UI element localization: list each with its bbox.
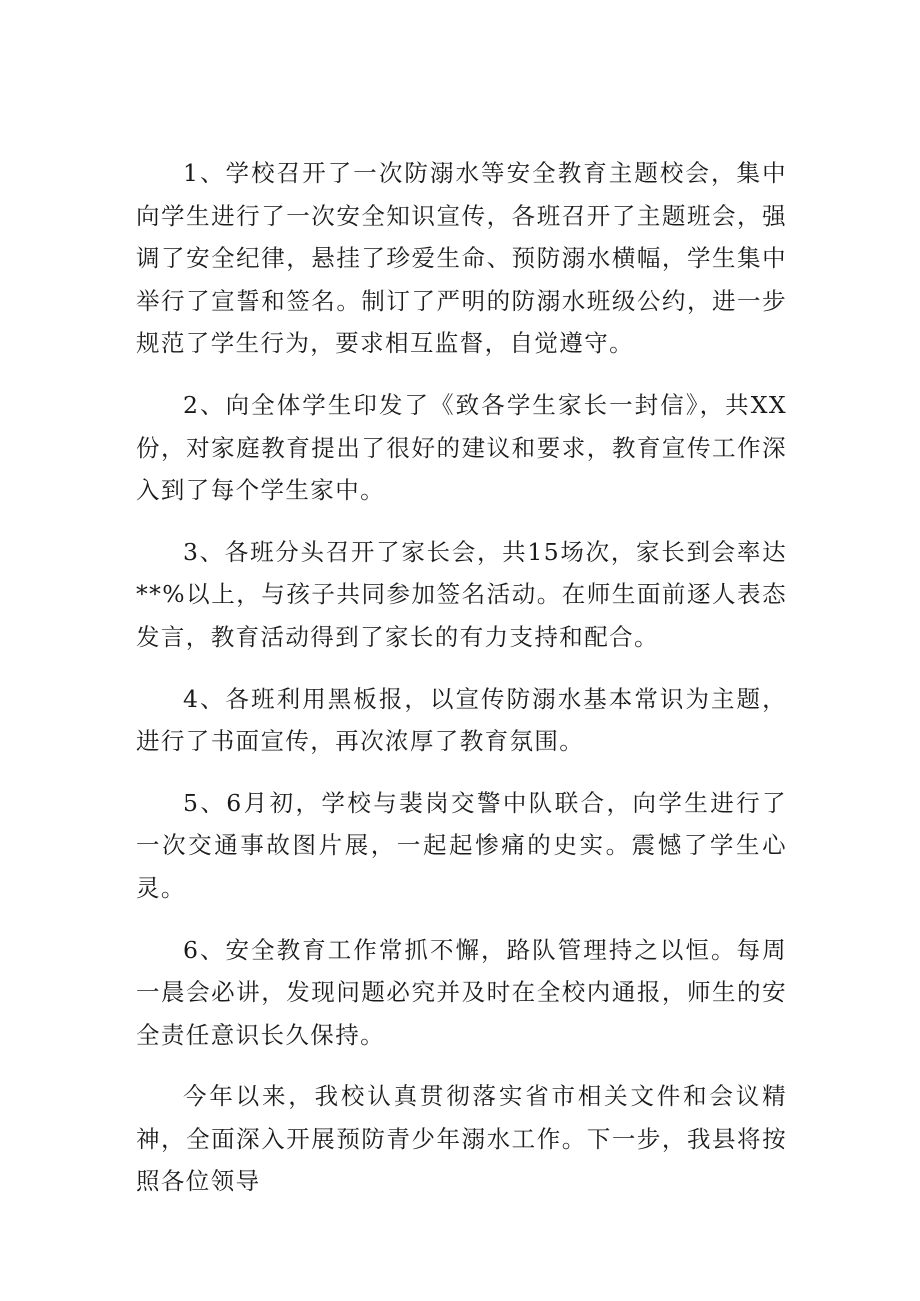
document-body — [136, 152, 787, 1222]
paragraph-6: 6、安全教育工作常抓不懈，路队管理持之以恒。每周一晨会必讲，发现问题必究并及时在全校内通报，师生的安全责任意识长久保持。 — [136, 935, 787, 1049]
paragraph-5: 5、6月初，学校与裴岗交警中队联合，向学生进行了一次交通事故图片展，一起起惨痛的史实。震憾了学生心灵。 — [136, 788, 787, 902]
paragraph-3: 3、各班分头召开了家长会，共15场次，家长到会率达**%以上，与孩子共同参加签名活动。在师生面前逐人表态发言，教育活动得到了家长的有力支持和配合。 — [136, 537, 787, 651]
paragraph-7: 今年以来，我校认真贯彻落实省市相关文件和会议精神，全面深入开展预防青少年溺水工作。下一步，我县将按照各位领导 — [136, 1082, 787, 1196]
paragraph-1: 1、学校召开了一次防溺水等安全教育主题校会，集中向学生进行了一次安全知识宣传，各班召开了主题班会，强调了安全纪律，悬挂了珍爱生命、预防溺水横幅，学生集中举行了宣誓和签名。制订了严明的防溺水班级公约，进一步规范了学生行为，要求相互监督，自觉遵守。 — [136, 159, 787, 358]
paragraph-4: 4、各班利用黑板报，以宣传防溺水基本常识为主题，进行了书面宣传，再次浓厚了教育氛围。 — [136, 684, 787, 756]
paragraph-2: 2、向全体学生印发了《致各学生家长一封信》，共XX份，对家庭教育提出了很好的建议和要求，教育宣传工作深入到了每个学生家中。 — [136, 390, 787, 505]
